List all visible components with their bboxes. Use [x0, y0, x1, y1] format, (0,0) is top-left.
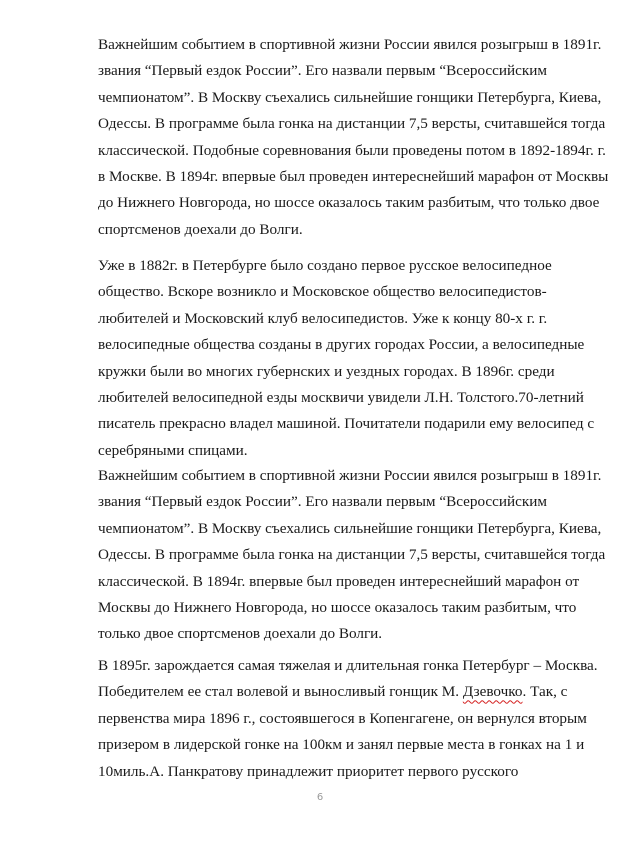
paragraph-4: [98, 653, 618, 785]
text-line: спортсменов доехали до Волги.: [98, 220, 303, 238]
text-line: Важнейшим событием в спортивной жизни России явился розыгрыш в 1891г.: [98, 36, 602, 53]
text-line: звания “Первый ездок России”. Его назвали первым “Всероссийским: [98, 493, 548, 511]
paragraph-2: [98, 253, 618, 464]
text-line: Уже в 1882г. в Петербурге было создано первое русское велосипедное: [98, 257, 552, 274]
text-line: В 1895г. зарождается самая тяжелая и длительная гонка Петербург – Москва.: [98, 657, 598, 674]
text-line: 10миль.А. Панкратову принадлежит приоритет первого русского: [98, 762, 519, 780]
text-line: до Нижнего Новгорода, но шоссе оказалось таким разбитым, что только двое: [98, 194, 600, 212]
text-segment: . Так, с: [522, 683, 568, 701]
text-line: общество. Вскоре возникло и Московское общество велосипедистов-: [98, 283, 547, 301]
text-line: Москвы до Нижнего Новгорода, но шоссе оказалось таким разбитым, что: [98, 598, 577, 616]
misspelled-word[interactable]: Дзевочко: [462, 683, 523, 701]
text-line: любителей и Московский клуб велосипедистов. Уже к концу 80-х г. г.: [98, 309, 548, 327]
text-line: только двое спортсменов доехали до Волги.: [98, 625, 383, 643]
text-line: писатель прекрасно владел машиной. Почитатели подарили ему велосипед с: [98, 415, 595, 433]
paragraph-3: [98, 463, 618, 648]
text-line: первенства мира 1896 г., состоявшегося в Копенгагене, он вернулся вторым: [98, 709, 587, 727]
text-line: Одессы. В программе была гонка на дистанции 7,5 версты, считавшейся тогда: [98, 546, 606, 564]
text-line: серебряными спицами.: [98, 441, 248, 459]
text-line: чемпионатом”. В Москву съехались сильнейшие гонщики Петербурга, Киева,: [98, 88, 602, 106]
text-line: [98, 679, 618, 705]
text-line: чемпионатом”. В Москву съехались сильнейшие гонщики Петербурга, Киева,: [98, 519, 602, 537]
text-line: в Москве. В 1894г. впервые был проведен интереснейший марафон от Москвы: [98, 167, 609, 185]
text-line: Одессы. В программе была гонка на дистанции 7,5 версты, считавшейся тогда: [98, 115, 606, 133]
text-line: велосипедные общества созданы в других городах России, а велосипедные: [98, 336, 585, 354]
text-segment: Победителем ее стал волевой и выносливый гонщик М.: [98, 683, 463, 701]
text-line: кружки были во многих губернских и уездных городах. В 1896г. среди: [98, 362, 555, 380]
text-line: Важнейшим событием в спортивной жизни России явился розыгрыш в 1891г.: [98, 467, 602, 484]
text-line: призером в лидерской гонке на 100км и занял первые места в гонках на 1 и: [98, 736, 585, 754]
text-line: классической. Подобные соревнования были проведены потом в 1892-1894г. г.: [98, 141, 606, 159]
paragraph-1: [98, 32, 618, 243]
text-line: классической. В 1894г. впервые был проведен интереснейший марафон от: [98, 572, 580, 590]
page-number: 6: [316, 792, 324, 803]
text-line: любителей велосипедной езды москвичи увидели Л.Н. Толстого.70-летний: [98, 388, 584, 406]
text-line: звания “Первый ездок России”. Его назвали первым “Всероссийским: [98, 62, 548, 80]
